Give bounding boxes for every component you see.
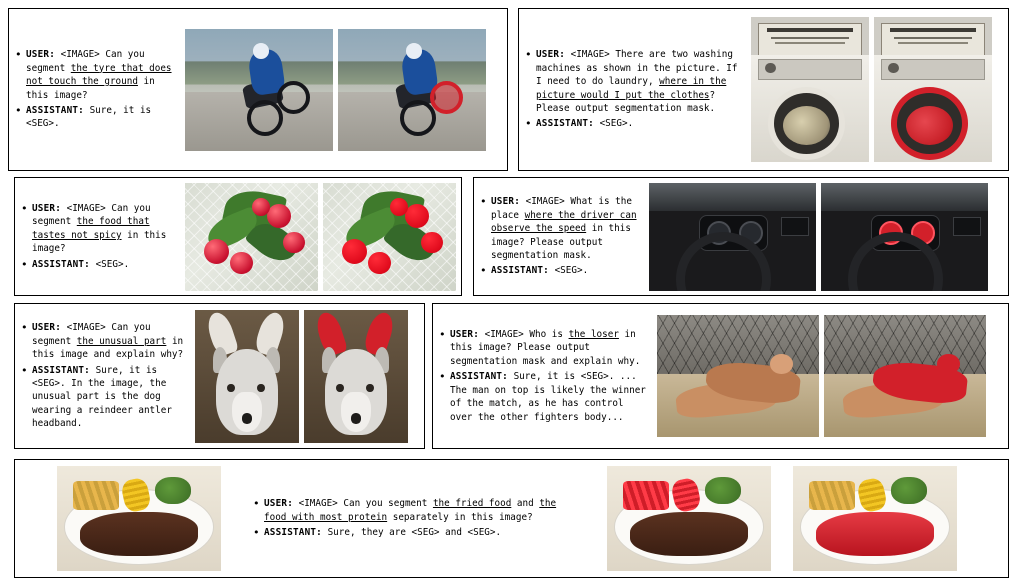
turn-text: <SEG>. [548,265,589,277]
turn-text: <IMAGE> There are two washing machines as shown in the picture. If I need to do laundry, where in the picture would I put the clothes? Please output segmentation mask. [536,49,738,114]
bullet-icon: • [253,526,260,540]
steak-segmentation-fried [607,466,771,571]
turn-text: <IMAGE> Can you segment the food that tastes not spicy in this image? [32,202,167,255]
radish-segmentation [323,183,456,291]
panel-laundry-conversation [519,44,751,135]
panel-radish-images [185,183,456,291]
bullet-icon: • [21,257,28,271]
dog-segmentation [304,310,408,443]
role-label: USER: [450,328,479,340]
panel-laundry [518,8,1009,171]
dog-original [195,310,299,443]
fighters-segmentation [824,315,986,437]
turn-assistant [525,117,745,130]
turn-assistant [21,364,189,431]
role-label: USER: [536,49,565,61]
turn-text: Sure, it is <SEG>. ... The man on top is likely the winner of the match, as he has control over the other fighters body... [450,371,646,423]
turn-user [439,328,651,368]
turn-user [525,48,745,115]
panel-fighters [432,303,1009,449]
panel-motorcycle-conversation [9,44,185,135]
bullet-icon: • [21,201,28,215]
panel-dog-images [195,310,408,443]
turn-text: Sure, it is <SEG>. In the image, the unusual part is the dog wearing a reindeer antler headband. [32,364,172,430]
steak-segmentation-protein [793,466,957,571]
turn-text: <IMAGE> Can you segment the fried food and the food with most protein separately in this image? [264,498,557,523]
bullet-icon: • [15,103,22,117]
role-label: ASSISTANT: [264,527,322,539]
role-label: USER: [26,49,55,61]
radish-original [185,183,318,291]
panel-steak [14,459,1009,578]
turn-assistant [21,258,179,271]
bullet-icon: • [21,321,28,335]
motorcycle-original [185,29,333,151]
turn-user [15,48,179,102]
bullet-icon: • [439,327,446,341]
turn-assistant [439,370,651,424]
turn-assistant [253,526,571,539]
role-label: USER: [32,202,61,214]
turn-text: Sure, it is <SEG>. [26,104,152,130]
panel-dashboard [473,177,1009,296]
role-label: ASSISTANT: [26,104,84,116]
turn-user [21,202,179,256]
role-label: ASSISTANT: [450,371,508,383]
turn-user [480,195,643,262]
bullet-icon: • [21,363,28,377]
bullet-icon: • [15,48,22,62]
role-label: USER: [264,498,293,510]
turn-user [21,321,189,361]
turn-assistant [15,104,179,131]
panel-steak-conversation [247,493,577,543]
panel-steak-images [607,466,957,571]
fighters-original [657,315,819,437]
bullet-icon: • [253,497,260,511]
role-label: ASSISTANT: [491,265,549,277]
turn-text: <IMAGE> Can you segment the tyre that does not touch the ground in this image? [26,49,172,101]
panel-dashboard-conversation [474,191,649,282]
panel-radish-conversation [15,198,185,275]
bullet-icon: • [480,264,487,278]
turn-text: Sure, they are <SEG> and <SEG>. [321,527,502,539]
bullet-icon: • [525,117,532,131]
turn-text: <IMAGE> What is the place where the driver can observe the speed in this image? Please output segmentation mask. [491,196,637,261]
panel-laundry-images [751,17,992,162]
dashboard-segmentation [821,183,988,291]
panel-radish [14,177,462,296]
panel-motorcycle-images [185,29,486,151]
turn-assistant [480,264,643,277]
panel-dog-conversation [15,317,195,435]
turn-text: <SEG>. [89,258,130,270]
laundry-original [751,17,869,162]
motorcycle-segmentation [338,29,486,151]
turn-text: <IMAGE> Who is the loser in this image? Please output segmentation mask and explain why. [450,328,641,367]
panel-fighters-conversation [433,324,657,428]
turn-text: <SEG>. [593,118,634,130]
panel-dashboard-images [649,183,988,291]
panel-fighters-images [657,315,986,437]
steak-original [57,466,221,571]
panel-motorcycle [8,8,508,171]
laundry-segmentation [874,17,992,162]
turn-user [253,497,571,524]
panel-dog [14,303,425,449]
bullet-icon: • [480,195,487,209]
role-label: ASSISTANT: [32,258,90,270]
bullet-icon: • [439,370,446,384]
role-label: ASSISTANT: [32,364,90,376]
bullet-icon: • [525,48,532,62]
role-label: USER: [491,196,520,208]
role-label: USER: [32,322,61,334]
role-label: ASSISTANT: [536,118,594,130]
turn-text: <IMAGE> Can you segment the unusual part in this image and explain why? [32,322,184,361]
dashboard-original [649,183,816,291]
